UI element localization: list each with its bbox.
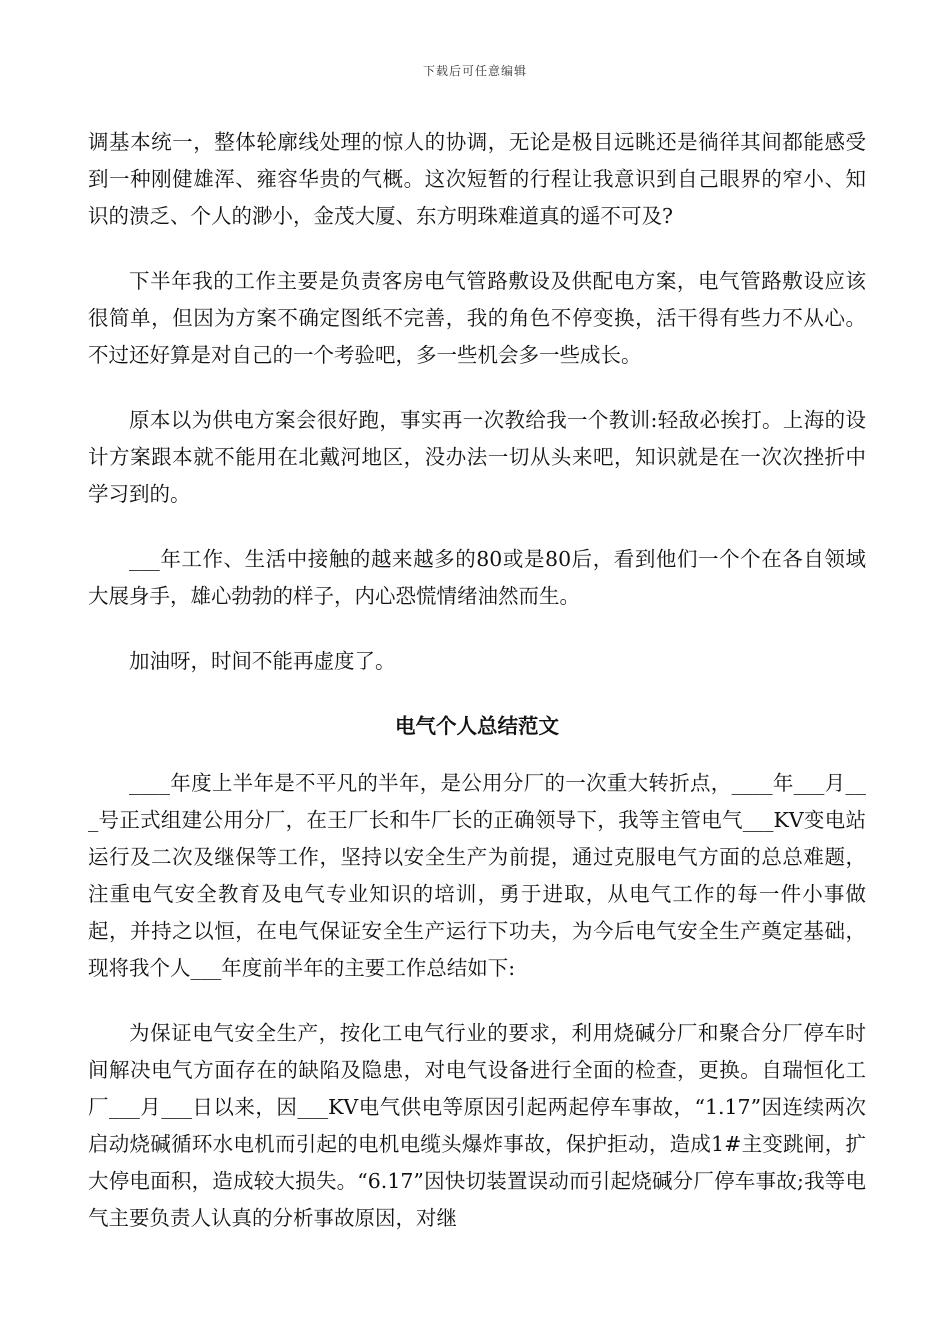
paragraph-continuation: 调基本统一，整体轮廓线处理的惊人的协调，无论是极目远眺还是徜徉其间都能感受到一种刚健雄浑、雍容华贵的气概。这次短暂的行程让我意识到自己眼界的窄小、知识的溃乏、个人的渺小，金茂大厦、东方明珠难道真的遥不可及?: [88, 130, 866, 228]
document-body: [88, 124, 866, 1265]
header-note: 下载后可任意编辑: [422, 64, 527, 78]
paragraph-safety-production: 为保证电气安全生产，按化工电气行业的要求，利用烧碱分厂和聚合分厂停车时间解决电气方面存在的缺陷及隐患，对电气设备进行全面的检查，更换。自瑞恒化工厂___月___日以来，因___KV电气供电等原因引起两起停车事故，“1.17”因连续两次启动烧碱循环水电机而引起的电机电缆头爆炸事故，保护拒动，造成1#主变跳闸，扩大停电面积，造成较大损失。“6.17”因快切装置误动而引起烧碱分厂停车事故;我等电气主要负责人认真的分析事故原因，对继: [88, 1021, 866, 1230]
paragraph-summary-intro: ____年度上半年是不平凡的半年，是公用分厂的一次重大转折点，____年___月___号正式组建公用分厂，在王厂长和牛厂长的正确领导下，我等主管电气___KV变电站运行及二次及继保等工作，坚持以安全生产为前提，通过克服电气方面的总总难题，注重电气安全教育及电气专业知识的培训，勇于进取，从电气工作的每一件小事做起，并持之以恒，在电气保证安全生产运行下功夫，为今后电气安全生产奠定基础，现将我个人___年度前半年的主要工作总结如下:: [88, 771, 866, 980]
paragraph-power-plan-lesson: 原本以为供电方案会很好跑，事实再一次教给我一个教训:轻敌必挨打。上海的设计方案跟本就不能用在北戴河地区，没办法一切从头来吧，知识就是在一次次挫折中学习到的。: [88, 408, 866, 506]
paragraph-post-80s: ___年工作、生活中接触的越来越多的80或是80后，看到他们一个个在各自领域大展身手，雄心勃勃的样子，内心恐慌情绪油然而生。: [88, 547, 866, 608]
paragraph-encouragement: 加油呀，时间不能再虚度了。: [129, 649, 396, 673]
section-title: 电气个人总结范文: [395, 714, 559, 738]
paragraph-work-second-half: 下半年我的工作主要是负责客房电气管路敷设及供配电方案，电气管路敷设应该很简单，但因为方案不确定图纸不完善，我的角色不停变换，活干得有些力不从心。不过还好算是对自己的一个考验吧，多一些机会多一些成长。: [88, 269, 866, 367]
